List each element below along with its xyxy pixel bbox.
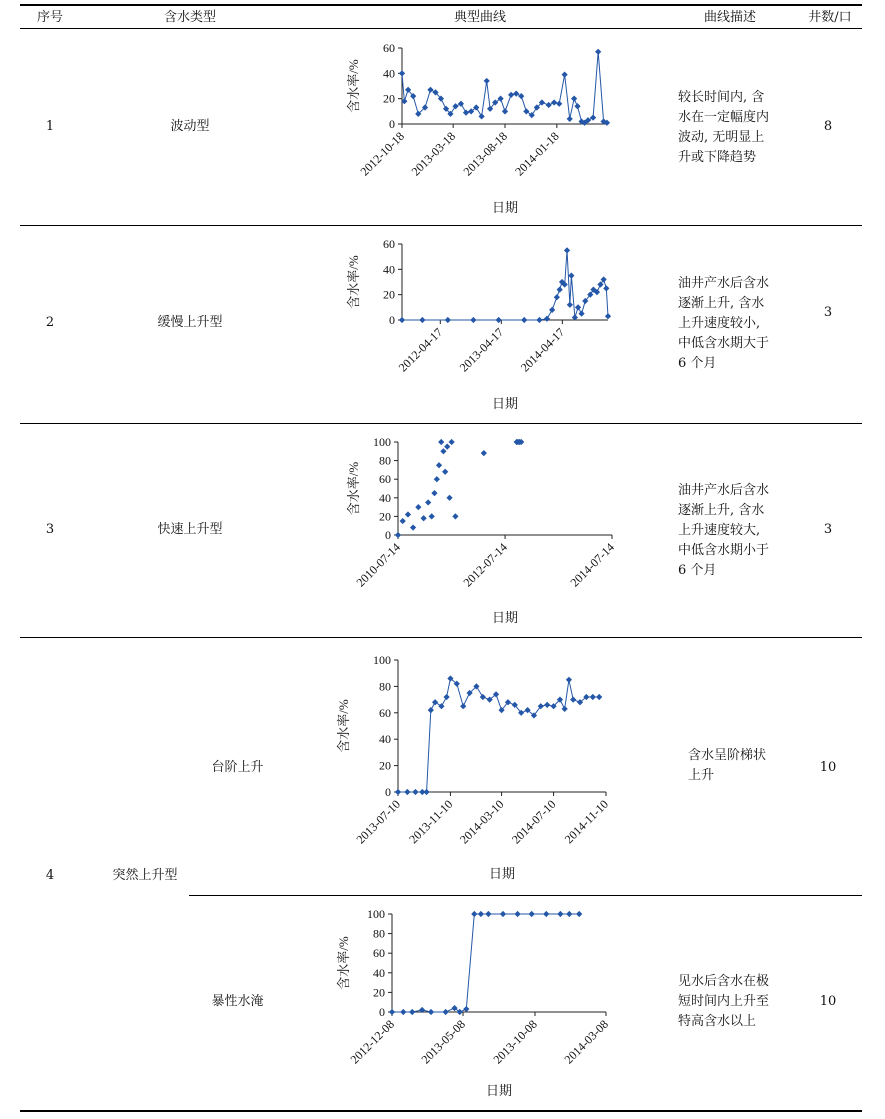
data-point bbox=[564, 247, 570, 253]
desc-line: 水在一定幅度内 bbox=[678, 110, 770, 125]
data-point bbox=[590, 694, 596, 700]
data-point bbox=[551, 99, 557, 105]
data-point bbox=[429, 513, 435, 519]
data-point bbox=[415, 504, 421, 510]
data-point bbox=[514, 911, 520, 917]
data-point bbox=[463, 109, 469, 115]
desc-line: 见水后含水在极 bbox=[678, 974, 770, 989]
desc-line: 较长时间内, 含 bbox=[678, 90, 765, 105]
x-tick-label: 2014-01-18 bbox=[512, 129, 562, 179]
data-point bbox=[562, 71, 568, 77]
y-tick-label: 60 bbox=[383, 41, 395, 55]
data-point bbox=[596, 694, 602, 700]
x-tick-label: 2014-11-10 bbox=[561, 797, 611, 847]
data-point bbox=[566, 911, 572, 917]
data-point bbox=[395, 789, 401, 795]
y-tick-label: 40 bbox=[383, 66, 395, 81]
y-tick-label: 100 bbox=[373, 653, 391, 667]
y-tick-label: 20 bbox=[379, 758, 391, 773]
data-point bbox=[443, 694, 449, 700]
data-point bbox=[452, 103, 458, 109]
x-axis-label: 日期 bbox=[491, 396, 519, 411]
data-point bbox=[463, 1006, 469, 1012]
y-tick-label: 100 bbox=[367, 907, 385, 921]
data-point bbox=[479, 113, 485, 119]
data-point bbox=[428, 1009, 434, 1015]
data-point bbox=[412, 789, 418, 795]
row4a-subtype: 台阶上升 bbox=[211, 760, 264, 775]
x-tick-label: 2012-07-14 bbox=[460, 540, 511, 590]
data-point bbox=[544, 316, 550, 322]
row2-index: 2 bbox=[45, 315, 55, 330]
x-tick-label: 2012-04-17 bbox=[395, 325, 446, 375]
x-tick-label: 2014-04-17 bbox=[517, 325, 568, 375]
data-point bbox=[438, 439, 444, 445]
desc-line: 中低含水期大于 bbox=[678, 336, 770, 351]
desc-line: 波动, 无明显上 bbox=[678, 130, 765, 145]
y-axis-label: 含水率/% bbox=[336, 936, 351, 990]
x-axis-label: 日期 bbox=[485, 1083, 513, 1098]
data-point bbox=[400, 518, 406, 524]
data-point bbox=[399, 317, 405, 323]
data-point bbox=[578, 311, 584, 317]
data-point bbox=[442, 469, 448, 475]
row4b-description bbox=[678, 972, 788, 1032]
data-point bbox=[481, 450, 487, 456]
desc-line: 上升速度较小, bbox=[678, 316, 761, 331]
desc-line: 上升 bbox=[688, 768, 715, 783]
data-point bbox=[423, 789, 429, 795]
x-tick-label: 2014-07-14 bbox=[567, 540, 617, 590]
data-point bbox=[478, 911, 484, 917]
header-wells: 井数/口 bbox=[808, 10, 852, 25]
y-tick-label: 80 bbox=[373, 926, 385, 941]
data-point bbox=[557, 911, 563, 917]
x-tick-label: 2013-11-10 bbox=[406, 797, 456, 847]
y-tick-label: 60 bbox=[379, 472, 391, 487]
y-tick-label: 20 bbox=[379, 509, 391, 524]
chart-slow-rise bbox=[340, 232, 630, 417]
data-point bbox=[557, 286, 563, 292]
data-point bbox=[446, 495, 452, 501]
x-tick-label: 2013-05-08 bbox=[418, 1017, 468, 1067]
desc-line: 特高含水以上 bbox=[678, 1014, 757, 1029]
header-description: 曲线描述 bbox=[703, 10, 756, 25]
data-point bbox=[500, 911, 506, 917]
x-tick-label: 2010-07-14 bbox=[353, 540, 403, 590]
data-point bbox=[410, 524, 416, 530]
data-point bbox=[400, 1009, 406, 1015]
row3-wells: 3 bbox=[823, 522, 833, 537]
data-point bbox=[389, 1009, 395, 1015]
data-point bbox=[395, 532, 401, 538]
data-point bbox=[556, 101, 562, 107]
x-tick-label: 2014-03-08 bbox=[561, 1017, 611, 1067]
data-point bbox=[518, 93, 524, 99]
chart-step-rise bbox=[330, 648, 630, 888]
y-tick-label: 0 bbox=[389, 117, 395, 131]
data-point bbox=[601, 276, 607, 282]
data-point bbox=[399, 70, 405, 76]
desc-line: 升或下降趋势 bbox=[678, 150, 757, 165]
y-tick-label: 80 bbox=[379, 679, 391, 694]
data-point bbox=[574, 103, 580, 109]
data-point bbox=[419, 317, 425, 323]
data-point bbox=[438, 703, 444, 709]
data-point bbox=[568, 273, 574, 279]
desc-line: 中低含水期小于 bbox=[678, 543, 770, 558]
desc-line: 6 个月 bbox=[678, 356, 717, 371]
row2-description bbox=[678, 274, 788, 374]
y-tick-label: 20 bbox=[383, 91, 395, 106]
data-point bbox=[595, 49, 601, 55]
data-point bbox=[570, 696, 576, 702]
y-tick-label: 0 bbox=[379, 1005, 385, 1019]
row1-description bbox=[678, 88, 788, 168]
data-point bbox=[554, 294, 560, 300]
header-index: 序号 bbox=[36, 10, 63, 25]
row4a-description bbox=[688, 746, 798, 786]
y-tick-label: 40 bbox=[373, 965, 385, 980]
data-point bbox=[460, 703, 466, 709]
data-point bbox=[513, 90, 519, 96]
data-point bbox=[421, 515, 427, 521]
data-point bbox=[576, 911, 582, 917]
y-tick-label: 40 bbox=[379, 732, 391, 747]
y-tick-label: 60 bbox=[383, 237, 395, 251]
row4b-subtype: 暴性水淹 bbox=[211, 994, 264, 1009]
data-point bbox=[480, 694, 486, 700]
data-point bbox=[440, 448, 446, 454]
data-point bbox=[603, 285, 609, 291]
data-point bbox=[605, 313, 611, 319]
y-tick-label: 40 bbox=[383, 262, 395, 277]
data-point bbox=[497, 96, 503, 102]
row-divider-3 bbox=[20, 637, 862, 638]
desc-line: 短时间内上升至 bbox=[678, 994, 770, 1009]
x-tick-label: 2012-10-18 bbox=[357, 129, 407, 179]
desc-line: 逐渐上升, 含水 bbox=[678, 296, 765, 311]
chart-sudden-flood bbox=[330, 902, 630, 1107]
data-point bbox=[562, 706, 568, 712]
data-point bbox=[566, 677, 572, 683]
row-divider-1 bbox=[20, 225, 862, 226]
row1-wells: 8 bbox=[823, 119, 833, 134]
data-point bbox=[521, 317, 527, 323]
data-point bbox=[405, 511, 411, 517]
data-point bbox=[502, 108, 508, 114]
data-point bbox=[575, 304, 581, 310]
row4b-wells: 10 bbox=[819, 994, 837, 1009]
data-point bbox=[529, 911, 535, 917]
desc-line: 上升速度较大, bbox=[678, 523, 761, 538]
y-tick-label: 0 bbox=[385, 528, 391, 542]
row3-index: 3 bbox=[45, 522, 55, 537]
y-tick-label: 40 bbox=[379, 490, 391, 505]
row3-type: 快速上升型 bbox=[157, 522, 223, 537]
y-tick-label: 20 bbox=[373, 985, 385, 1000]
x-axis-label: 日期 bbox=[488, 866, 516, 881]
data-point bbox=[567, 116, 573, 122]
data-point bbox=[448, 439, 454, 445]
x-tick-label: 2014-03-10 bbox=[457, 797, 507, 847]
subrow-divider bbox=[189, 895, 862, 896]
y-axis-label: 含水率/% bbox=[346, 461, 361, 516]
y-tick-label: 60 bbox=[373, 946, 385, 961]
y-tick-label: 60 bbox=[379, 705, 391, 720]
table-bottom-rule bbox=[20, 1110, 862, 1112]
desc-line: 含水呈阶梯状 bbox=[688, 748, 767, 763]
data-point bbox=[529, 112, 535, 118]
x-tick-label: 2013-04-17 bbox=[456, 325, 507, 375]
series-line bbox=[392, 914, 579, 1012]
data-point bbox=[431, 490, 437, 496]
data-point bbox=[508, 92, 514, 98]
data-point bbox=[443, 1009, 449, 1015]
data-point bbox=[436, 462, 442, 468]
x-tick-label: 2013-03-18 bbox=[408, 129, 459, 179]
data-point bbox=[452, 513, 458, 519]
header-rule bbox=[20, 28, 862, 29]
data-point bbox=[445, 317, 451, 323]
row1-type: 波动型 bbox=[170, 119, 210, 134]
data-point bbox=[484, 78, 490, 84]
y-axis-label: 含水率/% bbox=[346, 255, 361, 309]
y-tick-label: 0 bbox=[389, 313, 395, 327]
data-point bbox=[571, 96, 577, 102]
y-tick-label: 100 bbox=[373, 435, 391, 449]
data-point bbox=[428, 707, 434, 713]
data-point bbox=[567, 302, 573, 308]
data-point bbox=[485, 911, 491, 917]
data-point bbox=[590, 115, 596, 121]
y-axis-label: 含水率/% bbox=[346, 59, 361, 113]
row3-description bbox=[678, 481, 788, 581]
data-point bbox=[597, 281, 603, 287]
y-tick-label: 80 bbox=[379, 453, 391, 468]
row4-type: 突然上升型 bbox=[112, 868, 178, 883]
chart-fluctuating bbox=[340, 34, 630, 219]
data-point bbox=[544, 702, 550, 708]
header-type: 含水类型 bbox=[163, 10, 216, 25]
desc-line: 油井产水后含水 bbox=[678, 483, 770, 498]
series-line bbox=[398, 678, 599, 792]
data-point bbox=[444, 444, 450, 450]
x-tick-label: 2013-08-18 bbox=[460, 129, 510, 179]
series-line bbox=[402, 250, 608, 320]
row2-wells: 3 bbox=[823, 305, 833, 320]
row2-type: 缓慢上升型 bbox=[157, 315, 223, 330]
data-point bbox=[470, 317, 476, 323]
x-axis-label: 日期 bbox=[491, 610, 519, 625]
y-tick-label: 20 bbox=[383, 287, 395, 302]
data-point bbox=[543, 911, 549, 917]
data-point bbox=[546, 102, 552, 108]
data-point bbox=[434, 476, 440, 482]
data-point bbox=[536, 317, 542, 323]
data-point bbox=[409, 1009, 415, 1015]
header-curve: 典型曲线 bbox=[453, 10, 506, 25]
x-tick-label: 2012-12-08 bbox=[347, 1017, 397, 1067]
data-point bbox=[471, 911, 477, 917]
y-tick-label: 0 bbox=[385, 785, 391, 799]
x-tick-label: 2013-10-08 bbox=[490, 1017, 540, 1067]
data-point bbox=[427, 87, 433, 93]
row4-index: 4 bbox=[45, 868, 55, 883]
row-divider-2 bbox=[20, 423, 862, 424]
row1-index: 1 bbox=[45, 119, 55, 134]
data-point bbox=[549, 307, 555, 313]
row4a-wells: 10 bbox=[819, 760, 837, 775]
data-point bbox=[432, 699, 438, 705]
data-point bbox=[523, 108, 529, 114]
desc-line: 油井产水后含水 bbox=[678, 276, 770, 291]
data-point bbox=[458, 101, 464, 107]
x-tick-label: 2013-07-10 bbox=[353, 797, 403, 847]
x-tick-label: 2014-07-10 bbox=[509, 797, 559, 847]
data-point bbox=[404, 789, 410, 795]
y-axis-label: 含水率/% bbox=[336, 699, 351, 753]
desc-line: 6 个月 bbox=[678, 563, 717, 578]
data-point bbox=[425, 499, 431, 505]
chart-fast-rise bbox=[340, 430, 630, 630]
desc-line: 逐渐上升, 含水 bbox=[678, 503, 765, 518]
x-axis-label: 日期 bbox=[491, 200, 519, 215]
